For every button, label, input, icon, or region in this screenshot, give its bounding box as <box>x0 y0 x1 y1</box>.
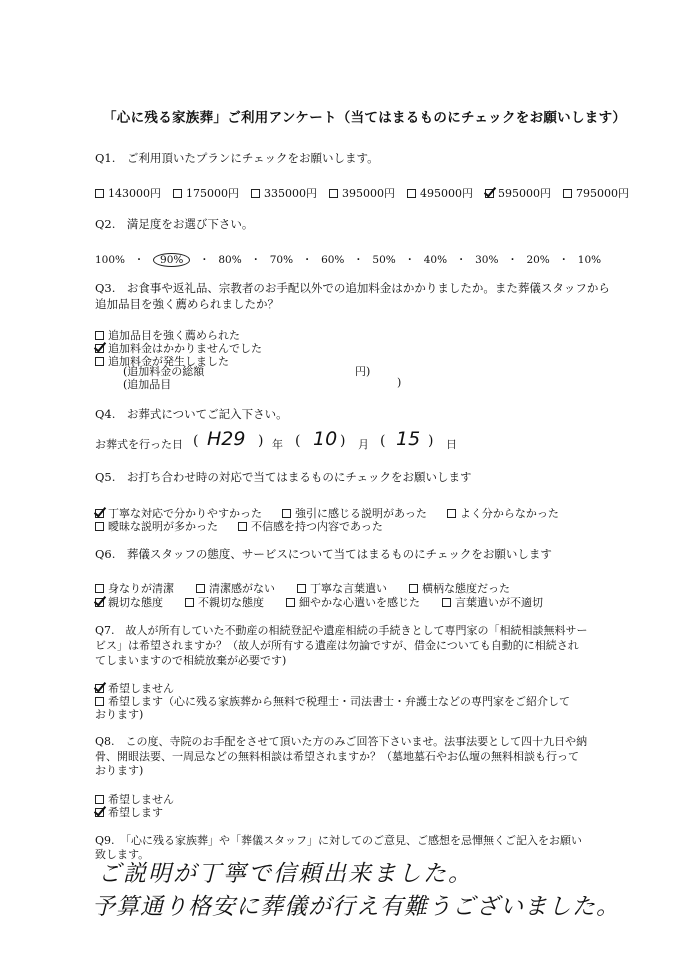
q7-opt2-label: 希望します（心に残る家族葬から無料で税理士・司法書士・弁護士などの専門家をご紹介して <box>108 695 570 708</box>
q3-option-row <box>95 342 262 355</box>
q8-line2: 骨、開眼法要、一周忌などの無料相談は希望されますか？（墓地墓石やお仏壇の無料相談も行って <box>95 750 579 763</box>
q1-plan-option <box>563 185 629 201</box>
q5-option <box>95 518 218 534</box>
q2-scale-item[interactable]: 20% <box>526 254 550 266</box>
scale-separator: ・ <box>507 255 518 266</box>
q2-scale-item[interactable]: 10% <box>577 254 602 266</box>
q3-option <box>95 342 262 355</box>
page-title: 「心に残る家族葬」ご利用アンケート（当てはまるものにチェックをお願いします） <box>103 110 627 126</box>
q1-plan-option-label: 595000円 <box>498 187 551 200</box>
q7-opt2-checkbox[interactable] <box>95 697 104 706</box>
q1-plan-option-label: 395000円 <box>342 187 395 200</box>
q3-checkbox[interactable] <box>95 357 104 366</box>
q3-label-line1: Q3. お食事や返礼品、宗教者のお手配以外での追加料金はかかりましたか。また葬儀スタッフから <box>95 281 610 295</box>
scale-separator: ・ <box>558 255 569 266</box>
q1-plan-option <box>251 185 317 201</box>
q9-line2: 致します。 <box>95 848 150 861</box>
q5-option-label: 曖昧な説明が多かった <box>108 520 218 533</box>
q3-sub-total-label: (追加料金の総額 <box>123 365 205 378</box>
q1-plan-checkbox[interactable] <box>563 189 572 198</box>
q6-option <box>95 594 163 610</box>
q1-plan-option <box>485 185 551 201</box>
q6-option <box>442 594 543 610</box>
q6-option-label: 横柄な態度だった <box>422 582 510 595</box>
q4-day: 15 <box>396 428 421 450</box>
q1-plan-option <box>329 185 395 201</box>
q1-label: Q1. ご利用頂いたプランにチェックをお願いします。 <box>95 151 379 165</box>
q8-opt2-label: 希望します <box>108 806 163 819</box>
q6-option-label: 丁寧な言葉遣い <box>310 582 387 595</box>
q1-plan-option <box>95 185 161 201</box>
q6-option <box>286 594 420 610</box>
q4-day-close: ) <box>428 433 434 449</box>
q1-plan-option-label: 143000円 <box>108 187 161 200</box>
q2-scale <box>95 248 601 267</box>
q4-month-unit: 月 <box>358 438 369 451</box>
q4-era-open: ( <box>193 433 199 449</box>
q8-line3: おります) <box>95 764 144 777</box>
q2-scale-item[interactable]: 70% <box>269 254 294 266</box>
q7-opt1-checkbox[interactable] <box>95 684 104 693</box>
q7-line3: てしまいますので相続放棄が必要です) <box>95 654 287 667</box>
q1-plan-option-label: 495000円 <box>420 187 473 200</box>
q3-sub-items-end: ) <box>397 376 402 389</box>
q5-checkbox[interactable] <box>447 509 456 518</box>
q8-opt1-checkbox[interactable] <box>95 795 104 804</box>
q6-option-label: 身なりが清潔 <box>108 582 174 595</box>
scale-separator: ・ <box>302 255 313 266</box>
q7-line1: Q7. 故人が所有していた不動産の相続登記や遺産相続の手続きとして専門家の「相続相談無料サー <box>95 624 588 637</box>
q1-plan-option <box>173 185 239 201</box>
q6-checkbox[interactable] <box>95 598 104 607</box>
q6-option-label: 言葉遣いが不適切 <box>455 596 543 609</box>
q7-line2: ビス」は希望されますか？（故人が所有する遺産は勿論ですが、借金についても自動的に相続され <box>95 639 579 652</box>
scale-separator: ・ <box>456 255 467 266</box>
q3-sub-items-label: (追加品目 <box>123 378 172 391</box>
q2-scale-item[interactable]: 90% <box>153 253 190 267</box>
q3-sub-total-end: 円) <box>355 365 371 378</box>
q3-checkbox[interactable] <box>95 331 104 340</box>
q6-checkbox[interactable] <box>442 598 451 607</box>
q7-opt1-label: 希望しません <box>108 682 174 695</box>
scale-separator: ・ <box>250 255 261 266</box>
q8-line1: Q8. この度、寺院のお手配をさせて頂いた方のみご回答下さいませ。法事法要として四十九日や納 <box>95 735 588 748</box>
q8-opt1-label: 希望しません <box>108 793 174 806</box>
q3-option-label: 追加料金が発生しました <box>108 355 229 368</box>
q4-month-close: ) <box>340 433 346 449</box>
q2-scale-item[interactable]: 60% <box>321 254 345 266</box>
q9-answer-line1: ご説明が丁寧で信頼出来ました。 <box>98 861 473 887</box>
q5-option <box>238 518 383 534</box>
q4-era-close: ) <box>258 433 264 449</box>
q1-plan-checkbox[interactable] <box>485 189 494 198</box>
q7-opt2-cont: おります) <box>95 708 144 721</box>
q1-plan-checkbox[interactable] <box>251 189 260 198</box>
q4-day-open: ( <box>380 433 386 449</box>
q7-opt2 <box>95 693 570 709</box>
q3-label-line2: 追加品目を強く薦められましたか？ <box>95 297 279 311</box>
q5-option-label: 丁寧な対応で分かりやすかった <box>108 507 262 520</box>
q8-opt2-checkbox[interactable] <box>95 808 104 817</box>
q5-label: Q5. お打ち合わせ時の対応で当てはまるものにチェックをお願いします <box>95 470 472 484</box>
q8-opt2 <box>95 804 163 820</box>
q4-date-label: お葬式を行った日 <box>95 438 183 451</box>
q9-answer-line2: 予算通り格安に葬儀が行え有難うございました。 <box>92 894 620 920</box>
q6-option <box>185 594 264 610</box>
q3-option-label: 追加品目を強く薦められた <box>108 329 240 342</box>
q1-plan-checkbox[interactable] <box>95 189 104 198</box>
q1-plan-checkbox[interactable] <box>407 189 416 198</box>
q6-row2 <box>95 591 565 610</box>
q4-era: H29 <box>207 428 246 450</box>
q1-plan-checkbox[interactable] <box>173 189 182 198</box>
q4-day-unit: 日 <box>446 438 457 451</box>
q3-option-row <box>95 329 262 342</box>
q2-scale-item[interactable]: 50% <box>372 254 396 266</box>
q9-line1: Q9. 「心に残る家族葬」や「葬儀スタッフ」に対してのご意見、ご感想を忌憚無くご記入をお願い <box>95 834 583 847</box>
q4-month-open: ( <box>295 433 301 449</box>
q2-scale-item[interactable]: 40% <box>423 254 448 266</box>
scale-separator: ・ <box>199 255 210 266</box>
q6-option-label: 不親切な態度 <box>198 596 264 609</box>
q3-option-label: 追加料金はかかりませんでした <box>108 342 262 355</box>
q2-label: Q2. 満足度をお選び下さい。 <box>95 217 254 231</box>
q6-checkbox[interactable] <box>185 598 194 607</box>
q4-month: 10 <box>313 428 338 450</box>
q3-checkbox[interactable] <box>95 344 104 353</box>
q5-row2 <box>95 515 403 534</box>
q2-scale-item[interactable]: 100% <box>95 254 126 266</box>
q2-scale-item[interactable]: 80% <box>218 254 242 266</box>
q6-label: Q6. 葬儀スタッフの態度、サービスについて当てはまるものにチェックをお願いします <box>95 547 552 561</box>
q5-checkbox[interactable] <box>95 522 104 531</box>
q5-option-label: よく分からなかった <box>459 507 559 520</box>
q1-options <box>95 182 641 201</box>
q1-plan-checkbox[interactable] <box>329 189 338 198</box>
scale-separator: ・ <box>353 255 364 266</box>
scale-separator: ・ <box>134 255 145 266</box>
q6-option-label: 細やかな心遣いを感じた <box>299 596 420 609</box>
q4-year-unit: 年 <box>272 438 283 451</box>
scale-separator: ・ <box>404 255 415 266</box>
q1-plan-option-label: 175000円 <box>186 187 239 200</box>
q1-plan-option-label: 795000円 <box>576 187 629 200</box>
q5-option-label: 不信感を持つ内容であった <box>251 520 383 533</box>
q6-checkbox[interactable] <box>286 598 295 607</box>
q1-plan-option <box>407 185 473 201</box>
q5-checkbox[interactable] <box>238 522 247 531</box>
q1-plan-option-label: 335000円 <box>264 187 317 200</box>
q6-option-label: 親切な態度 <box>108 596 163 609</box>
q3-option <box>95 329 240 342</box>
q5-option <box>447 505 559 521</box>
q5-option-label: 強引に感じる説明があった <box>295 507 427 520</box>
q6-option-label: 清潔感がない <box>209 582 275 595</box>
q4-label: Q4. お葬式についてご記入下さい。 <box>95 407 288 421</box>
q2-scale-item[interactable]: 30% <box>475 254 499 266</box>
